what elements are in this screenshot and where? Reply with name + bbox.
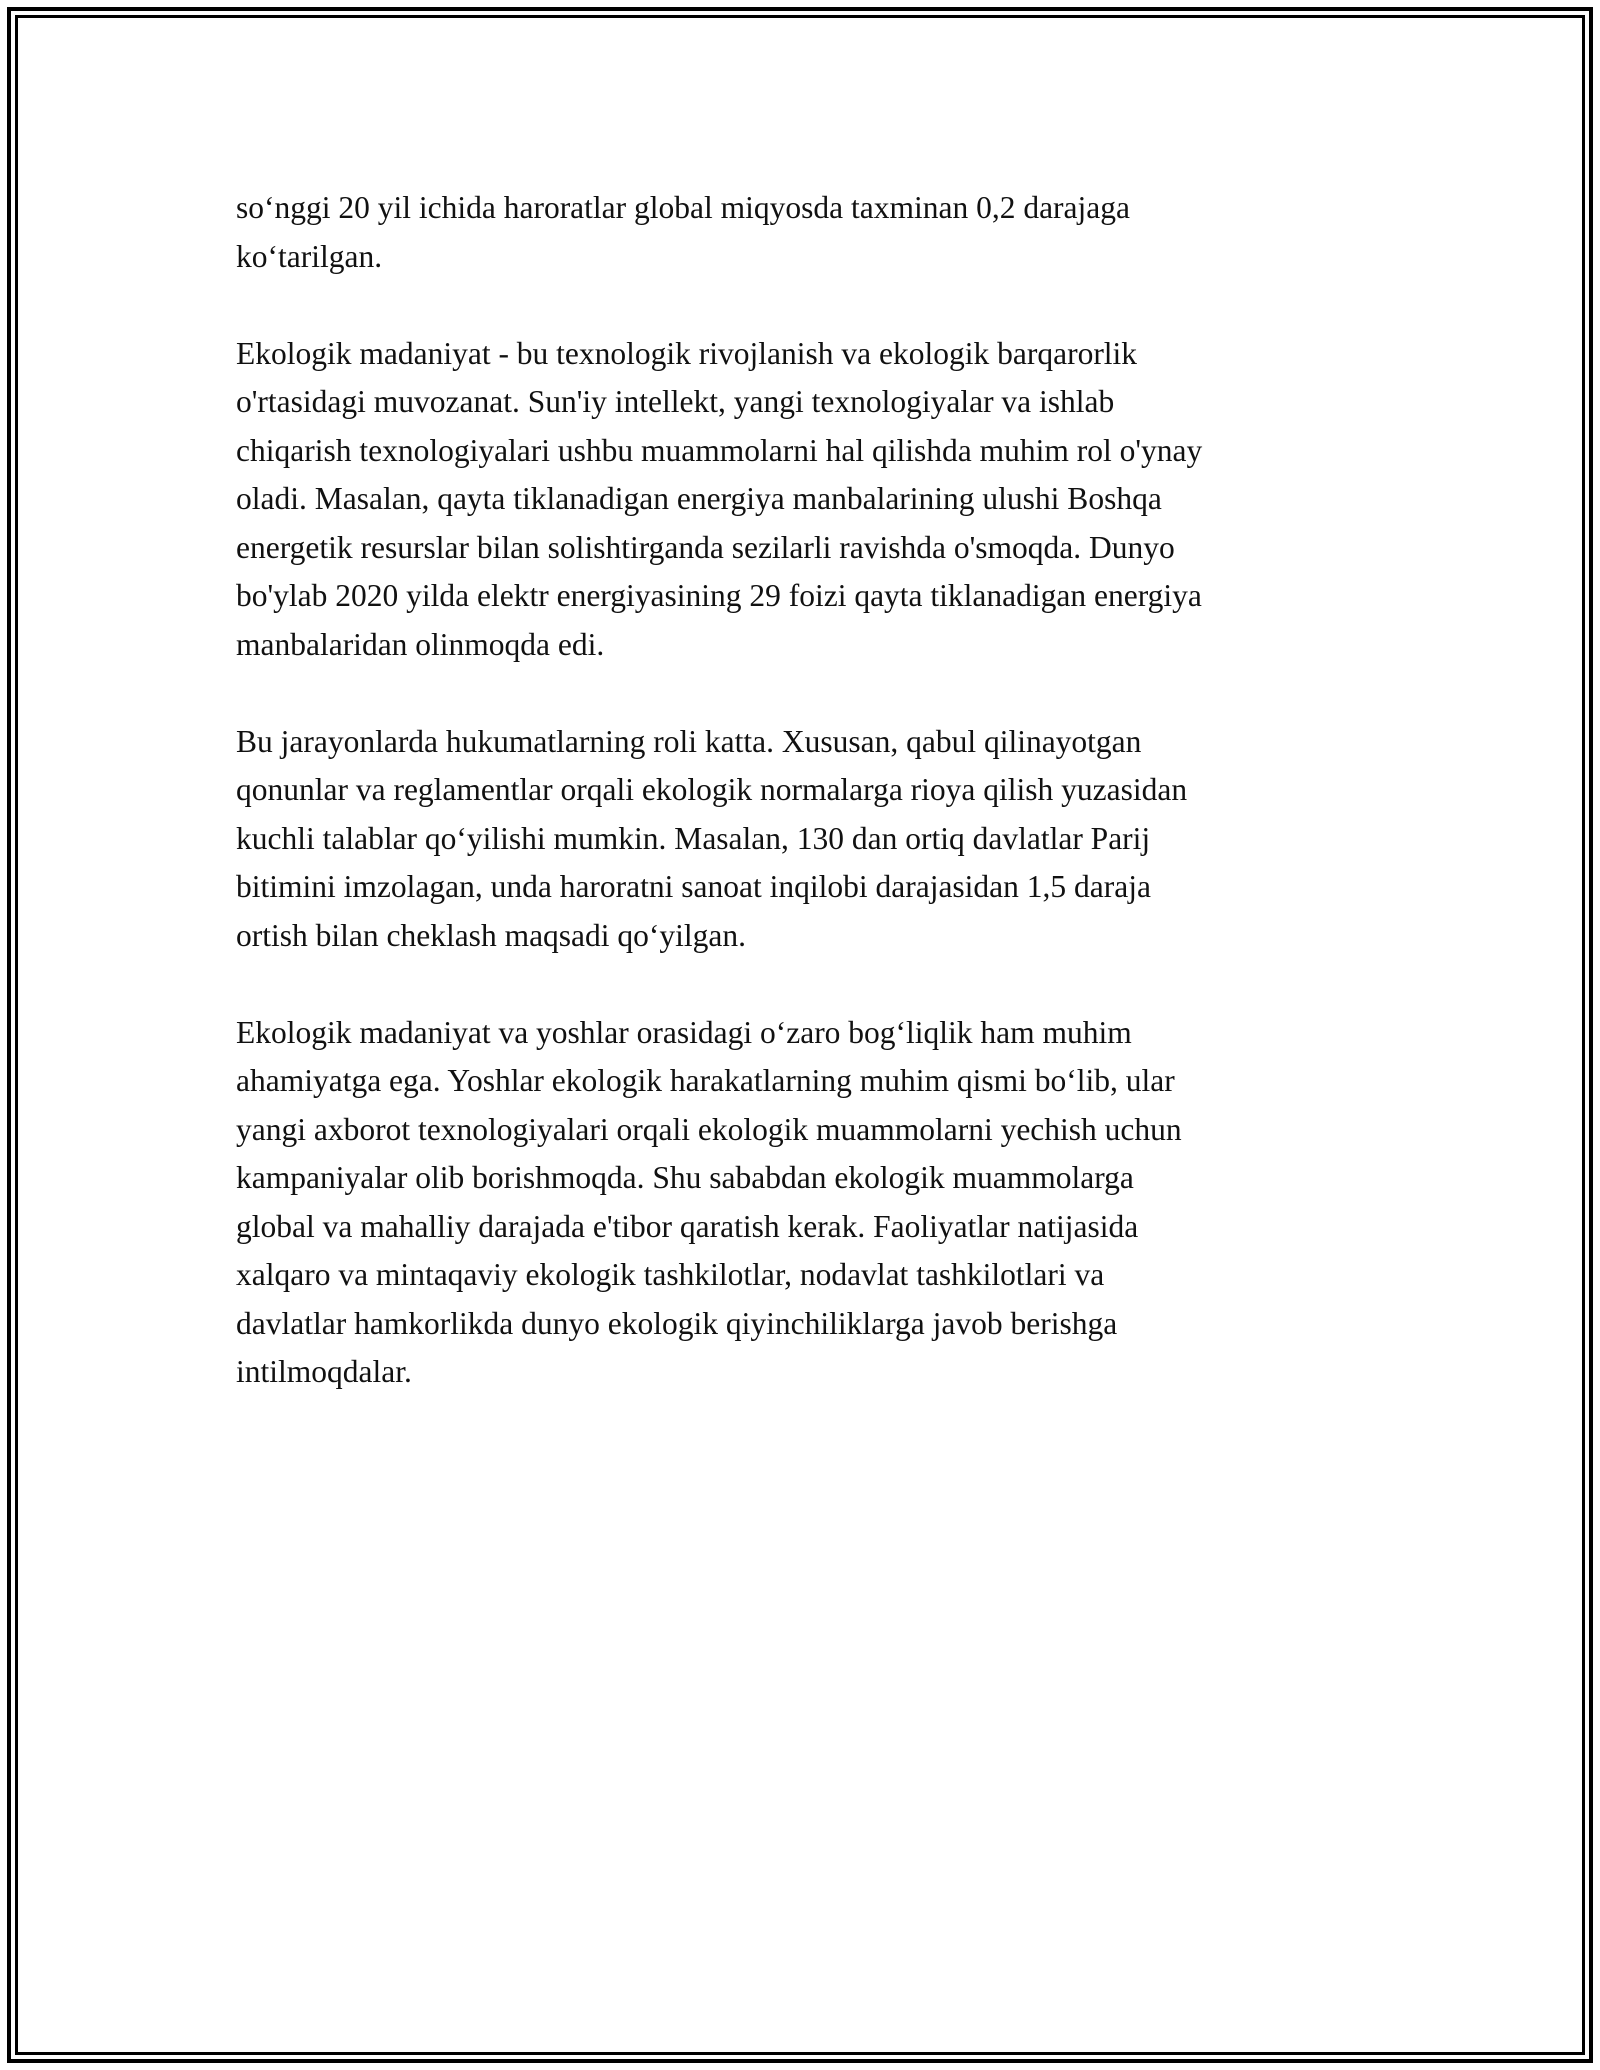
text-line: manbalaridan olinmoqda edi. [236, 626, 605, 662]
text-line: Bu jarayonlarda hukumatlarning roli katta. Xususan, qabul qilinayotgan [236, 723, 1142, 759]
text-line: yangi axborot texnologiyalari orqali ekologik muammolarni yechish uchun [236, 1111, 1182, 1147]
text-line: oladi. Masalan, qayta tiklanadigan energiya manbalarining ulushi Boshqa [236, 481, 1162, 516]
paragraph-4 [236, 1009, 1386, 1397]
text-line: ko‘tarilgan. [236, 238, 383, 274]
text-line: intilmoqdalar. [236, 1354, 412, 1389]
text-line: ahamiyatga ega. Yoshlar ekologik harakatlarning muhim qismi bo‘lib, ular [236, 1063, 1175, 1098]
text-line: Ekologik madaniyat va yoshlar orasidagi o‘zaro bog‘liqlik ham muhim [236, 1014, 1132, 1050]
text-line: qonunlar va reglamentlar orqali ekologik normalarga rioya qilish yuzasidan [236, 772, 1188, 807]
text-line: ortish bilan cheklash maqsadi qo‘yilgan. [236, 917, 747, 953]
text-line: Ekologik madaniyat - bu texnologik rivojlanish va ekologik barqarorlik [236, 335, 1138, 371]
text-line: kuchli talablar qo‘yilishi mumkin. Masalan, 130 dan ortiq davlatlar Parij [236, 820, 1151, 856]
text-line: xalqaro va mintaqaviy ekologik tashkilotlar, nodavlat tashkilotlari va [236, 1257, 1105, 1292]
text-line: chiqarish texnologiyalari ushbu muammolarni hal qilishda muhim rol o'ynay [236, 432, 1203, 468]
text-line: davlatlar hamkorlikda dunyo ekologik qiyinchiliklarga javob berishga [236, 1305, 1118, 1341]
paragraph-1 [236, 184, 1386, 281]
text-line: o'rtasidagi muvozanat. Sun'iy intellekt, yangi texnologiyalar va ishlab [236, 384, 1115, 419]
paragraph-3 [236, 718, 1386, 961]
text-line: energetik resurslar bilan solishtirganda sezilarli ravishda o'smoqda. Dunyo [236, 529, 1175, 565]
text-line: bitimini imzolagan, unda haroratni sanoat inqilobi darajasidan 1,5 daraja [236, 869, 1151, 904]
text-line: bo'ylab 2020 yilda elektr energiyasining 29 foizi qayta tiklanadigan energiya [236, 578, 1202, 613]
paragraph-2 [236, 330, 1386, 670]
document-body [236, 184, 1386, 1445]
text-line: kampaniyalar olib borishmoqda. Shu sababdan ekologik muammolarga [236, 1160, 1134, 1195]
text-line: global va mahalliy darajada e'tibor qaratish kerak. Faoliyatlar natijasida [236, 1208, 1139, 1244]
text-line: so‘nggi 20 yil ichida haroratlar global miqyosda taxminan 0,2 darajaga [236, 190, 1130, 225]
